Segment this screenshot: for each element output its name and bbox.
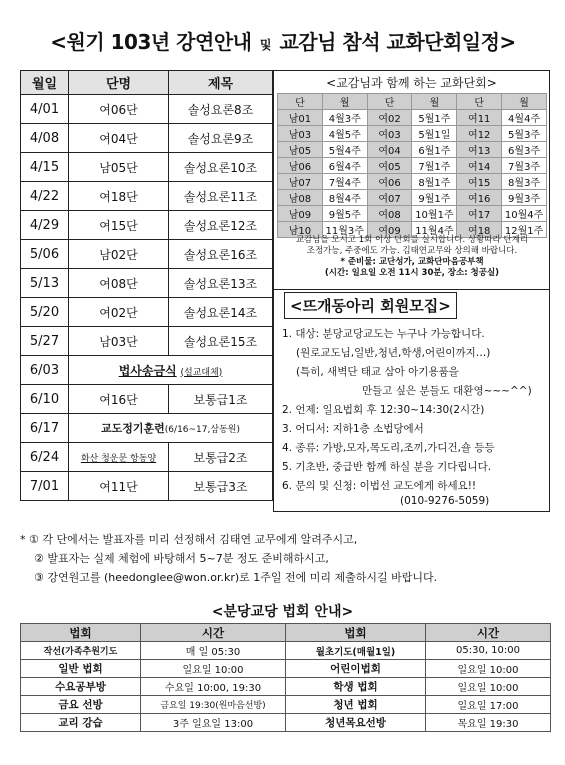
cell-text: * 준비물: 교단성가, 교화단마음공부책 <box>340 257 484 267</box>
cell-text: 3주 일요일 13:00 <box>141 714 286 732</box>
cell-text: 금요 선방 <box>21 696 141 714</box>
cell-text: 여11 <box>457 110 502 126</box>
cell-text: 9월1주 <box>412 190 457 206</box>
table-row <box>278 174 547 190</box>
cell-text: 7/01 <box>21 472 69 501</box>
table-row <box>21 124 273 153</box>
cell-text: 여16 <box>457 190 502 206</box>
cell-text: 솔성요론10조 <box>169 153 273 182</box>
table-row <box>21 696 551 714</box>
cell-text: 여02 <box>367 110 412 126</box>
cell-text: 3. 어디서: 지하1층 소법당에서 <box>282 423 424 435</box>
cell-text: 4월4주 <box>502 110 547 126</box>
table-row <box>278 190 547 206</box>
table-row <box>21 269 273 298</box>
cell-text: 남10 <box>278 222 323 238</box>
cell-text: 2. 언제: 일요법회 후 12:30~14:30(2시간) <box>282 404 485 416</box>
cell-text: 여12 <box>457 126 502 142</box>
cell-text: 화산 청운문 항동양 <box>80 453 157 464</box>
table-row <box>21 443 273 472</box>
col-unit: 단명 <box>69 71 169 95</box>
table-row <box>21 153 273 182</box>
cell-text: 솔성요론12조 <box>169 211 273 240</box>
cell-text: 남06 <box>278 158 323 174</box>
cell-text: 남05단 <box>69 153 169 182</box>
cell-text: 및 <box>259 38 272 52</box>
cell-text: 여06단 <box>69 95 169 124</box>
cell-text: 4/22 <box>21 182 69 211</box>
cell-text: 남05 <box>278 142 323 158</box>
cell-text: 여15 <box>457 174 502 190</box>
cell-text: 5월3주 <box>502 126 547 142</box>
cell-text: <원기 103년 강연안내 <box>50 30 252 54</box>
cell-text: 여14 <box>457 158 502 174</box>
cell-text: 수요일 10:00, 19:30 <box>141 678 286 696</box>
cell-text: 8월3주 <box>502 174 547 190</box>
cell-text: 6월4주 <box>322 158 367 174</box>
cell-text: 10월1주 <box>412 206 457 222</box>
cell-text: 수요공부방 <box>21 678 141 696</box>
cell-text: 청년 법회 <box>286 696 426 714</box>
knitting-club-box <box>273 290 550 512</box>
cell-text: 5월4주 <box>322 142 367 158</box>
cell-text: 5/13 <box>21 269 69 298</box>
cell-text: 여02단 <box>69 298 169 327</box>
cell-text: 시간 <box>141 624 286 642</box>
cell-text: 여04단 <box>69 124 169 153</box>
cell-text: 목요일 19:30 <box>426 714 551 732</box>
table-row <box>21 327 273 356</box>
cell-text: (설교대체) <box>180 367 223 378</box>
cell-text: 솔성요론14조 <box>169 298 273 327</box>
table-row <box>21 714 551 732</box>
cell-text: 솔성요론15조 <box>169 327 273 356</box>
cell-text: 만들고 싶은 분들도 대환영~~~^^) <box>362 385 532 397</box>
cell-text: ③ 강연원고를 (heedonglee@won.or.kr)로 1주일 전에 미리 제출하시길 바랍니다. <box>34 571 438 584</box>
cell-text: 7월1주 <box>412 158 457 174</box>
cell-text: 여15단 <box>69 211 169 240</box>
cell-text: 교감님 참석 교화단회일정> <box>279 30 516 54</box>
table-row <box>278 126 547 142</box>
cell-text: 매 일 05:30 <box>141 642 286 660</box>
lecture-notes <box>20 530 550 587</box>
table-row <box>278 158 547 174</box>
cell-text: 남01 <box>278 110 323 126</box>
cell-text: 5/27 <box>21 327 69 356</box>
page-title <box>18 26 548 55</box>
cell-text: 남09 <box>278 206 323 222</box>
table-row <box>21 298 273 327</box>
table-row <box>21 472 273 501</box>
cell-text: 교리 강습 <box>21 714 141 732</box>
cell-text: 일요일 10:00 <box>426 678 551 696</box>
cell-text: 6. 문의 및 신청: 이법선 교도에게 하세요!! <box>282 480 477 492</box>
cell-text: 여16단 <box>69 385 169 414</box>
cell-text: 단 <box>278 94 323 110</box>
cell-text: (특히, 새벽단 태교 삼아 아기용품을 <box>296 366 459 378</box>
service-guide-title: <분당교당 법회 안내> <box>211 604 354 620</box>
cell-text: 6/10 <box>21 385 69 414</box>
cell-text: 일요일 10:00 <box>426 660 551 678</box>
cell-text: 여09 <box>367 222 412 238</box>
table-row <box>21 356 273 385</box>
table-row <box>278 206 547 222</box>
cell-text: 9월3주 <box>502 190 547 206</box>
cell-text: 4/29 <box>21 211 69 240</box>
cell-text: 7월4주 <box>322 174 367 190</box>
cell-text: 청년목요선방 <box>286 714 426 732</box>
cell-text: 일반 법회 <box>21 660 141 678</box>
cell-text: 월 <box>322 94 367 110</box>
cell-text: 7월3주 <box>502 158 547 174</box>
cell-text: 월초기도(매월1일) <box>286 642 426 660</box>
cell-text: 단 <box>457 94 502 110</box>
cell-text: 솔성요론16조 <box>169 240 273 269</box>
cell-text: 1. 대상: 분당교당교도는 누구나 가능합니다. <box>282 328 485 340</box>
cell-text: 학생 법회 <box>286 678 426 696</box>
cell-text: 여05 <box>367 158 412 174</box>
table-row <box>278 142 547 158</box>
table-row <box>21 211 273 240</box>
cell-text: 8월1주 <box>412 174 457 190</box>
cell-text: 여06 <box>367 174 412 190</box>
cell-text: 11월3주 <box>322 222 367 238</box>
cell-text: 솔성요론13조 <box>169 269 273 298</box>
table-row <box>21 95 273 124</box>
cell-text: 일요일 17:00 <box>426 696 551 714</box>
cell-text: 5/20 <box>21 298 69 327</box>
cell-text: 여13 <box>457 142 502 158</box>
cell-text: 월 <box>412 94 457 110</box>
lecture-schedule-table <box>20 70 273 501</box>
cell-text: 4. 종류: 가방,모자,목도리,조끼,가디건,숄 등등 <box>282 442 495 454</box>
group-meeting-box <box>273 70 550 290</box>
cell-text: 일요일 10:00 <box>141 660 286 678</box>
group-note <box>277 235 547 279</box>
cell-text: (6/16~17,삼동원) <box>164 425 240 435</box>
cell-text: 여03 <box>367 126 412 142</box>
table-row <box>21 414 273 443</box>
cell-text: 여17 <box>457 206 502 222</box>
cell-text: 남08 <box>278 190 323 206</box>
col-topic: 제목 <box>169 71 273 95</box>
table-row <box>278 110 547 126</box>
club-title: <뜨개동아리 회원모집> <box>284 292 457 319</box>
table-row <box>21 385 273 414</box>
cell-text: ② 발표자는 실제 체험에 바탕해서 5~7분 정도 준비해하시고, <box>34 552 329 565</box>
cell-text: 5월1일 <box>412 126 457 142</box>
table-row <box>21 240 273 269</box>
cell-text: 남07 <box>278 174 323 190</box>
cell-text: (010-9276-5059) <box>400 495 490 507</box>
cell-text: 여18 <box>457 222 502 238</box>
group-meeting-table <box>277 93 547 238</box>
cell-text: 교감님을 모시고 1회 이상 단회를 실시합니다. 상황따라 단계리 <box>295 235 529 245</box>
col-date: 월일 <box>21 71 69 95</box>
cell-text: 5/06 <box>21 240 69 269</box>
cell-text: 05:30, 10:00 <box>426 642 551 660</box>
cell-text: 남03 <box>278 126 323 142</box>
cell-text: 조정가능, 주중에도 가능. 김태연교무와 상의해 바랍니다. <box>306 246 518 256</box>
cell-text: 시간 <box>426 624 551 642</box>
service-guide-table <box>20 623 551 732</box>
cell-text: 솔성요론9조 <box>169 124 273 153</box>
cell-text: 여04 <box>367 142 412 158</box>
cell-text: 4월3주 <box>322 110 367 126</box>
cell-text: 6월3주 <box>502 142 547 158</box>
cell-text: 보통급3조 <box>169 472 273 501</box>
cell-text: 10월4주 <box>502 206 547 222</box>
cell-text: 12월1주 <box>502 222 547 238</box>
cell-text: 4/08 <box>21 124 69 153</box>
cell-text: 보통급2조 <box>169 443 273 472</box>
cell-text: 여18단 <box>69 182 169 211</box>
cell-text: 11월4주 <box>412 222 457 238</box>
cell-text: 법회 <box>21 624 141 642</box>
cell-text: 6/17 <box>21 414 69 443</box>
cell-text: 교도정기훈련 <box>101 422 165 435</box>
cell-text: 4월5주 <box>322 126 367 142</box>
cell-text: 4/15 <box>21 153 69 182</box>
cell-text: 8월4주 <box>322 190 367 206</box>
cell-text: 여11단 <box>69 472 169 501</box>
cell-text: 여08단 <box>69 269 169 298</box>
cell-text: 6/24 <box>21 443 69 472</box>
cell-text: 월 <box>502 94 547 110</box>
cell-text: 여07 <box>367 190 412 206</box>
table-row <box>21 678 551 696</box>
cell-text: 법사송금식 <box>118 363 177 378</box>
cell-text: 남03단 <box>69 327 169 356</box>
cell-text: 5. 기초반, 중급반 함께 하실 분을 기다립니다. <box>282 461 492 473</box>
cell-text: 여08 <box>367 206 412 222</box>
table-row <box>21 642 551 660</box>
cell-text: 솔성요론11조 <box>169 182 273 211</box>
cell-text: 어린이법회 <box>286 660 426 678</box>
cell-text: 단 <box>367 94 412 110</box>
group-caption: <교감님과 함께 하는 교화단회> <box>326 76 497 90</box>
cell-text: 법회 <box>286 624 426 642</box>
cell-text: 남02단 <box>69 240 169 269</box>
cell-text: 솔성요론8조 <box>169 95 273 124</box>
table-row <box>21 182 273 211</box>
cell-text: 4/01 <box>21 95 69 124</box>
cell-text: 5월1주 <box>412 110 457 126</box>
cell-text: 금요일 19:30(원마음선방) <box>141 696 286 714</box>
cell-text: * ① 각 단에서는 발표자를 미리 선정해서 김태연 교무에게 알려주시고, <box>20 533 358 546</box>
table-row <box>21 660 551 678</box>
cell-text: (시간: 일요일 오전 11시 30분, 장소: 청공실) <box>324 268 500 278</box>
cell-text: 보통급1조 <box>169 385 273 414</box>
cell-text: 작선(가족추원기도 <box>21 642 141 660</box>
cell-text: 6/03 <box>21 356 69 385</box>
cell-text: (원로교도님,일반,청년,학생,어린이까지…) <box>296 347 491 359</box>
cell-text: 9월5주 <box>322 206 367 222</box>
cell-text: 6월1주 <box>412 142 457 158</box>
